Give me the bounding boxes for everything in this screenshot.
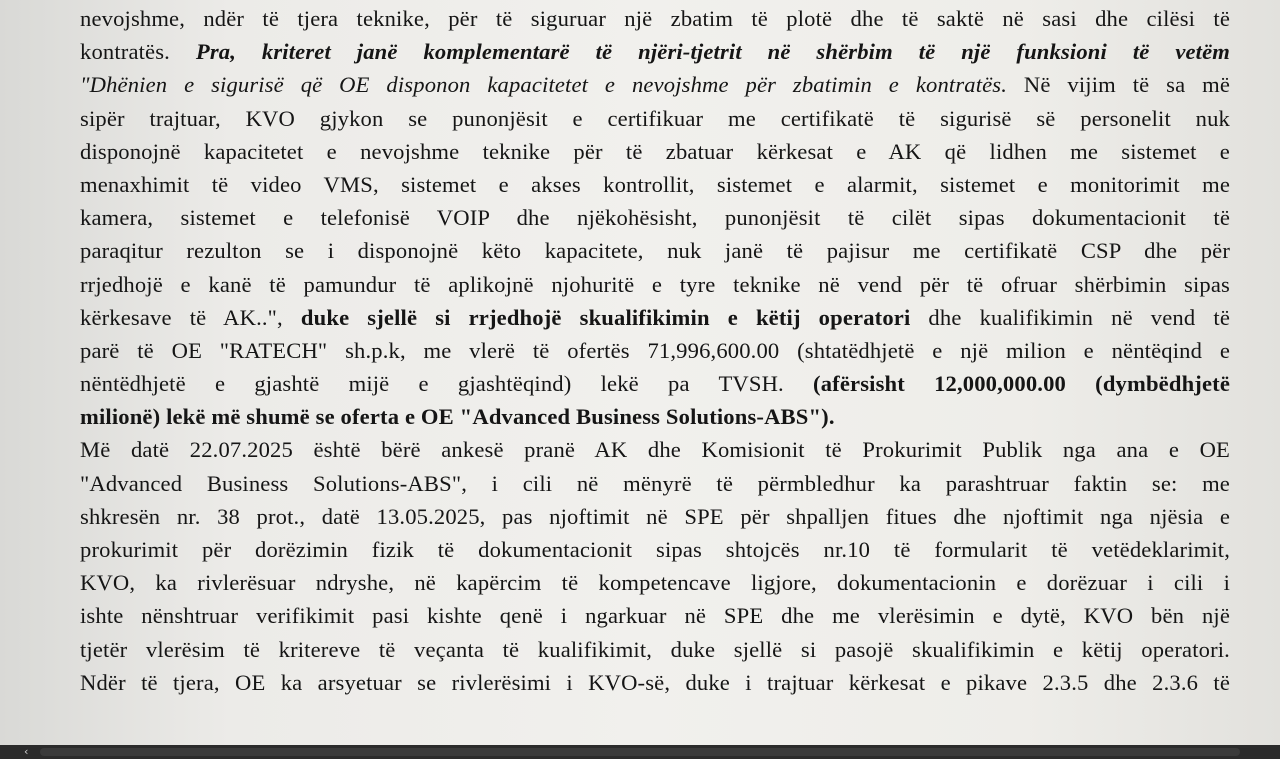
text-segment: disponojnë kapacitetet e nevojshme teknike për të zbatuar kërkesat e AK që lidhen me sistemet e [80, 138, 1230, 164]
scroll-track[interactable] [40, 748, 1240, 756]
text-segment: kërkesave të AK..", [80, 304, 301, 330]
text-segment: Ndër të tjera, OE ka arsyetuar se rivlerësimi i KVO-së, duke i trajtuar kërkesat e pikave 2.3.5 dhe 2.3.6 të [80, 669, 1230, 695]
text-line [80, 400, 1230, 433]
text-line [80, 666, 1230, 699]
text-line [80, 102, 1230, 135]
text-segment: KVO, ka rivlerësuar ndryshe, në kapërcim të kompetencave ligjore, dokumentacionin e dorëzuar i cili i [80, 570, 1230, 596]
text-line [80, 168, 1230, 201]
text-line [80, 35, 1230, 68]
text-line [80, 367, 1230, 400]
text-segment: prokurimit për dorëzimin fizik të dokumentacionit sipas shtojcës nr.10 të formularit të vetëdeklarimit, [80, 537, 1230, 562]
text-segment: "Dhënien e sigurisë që OE disponon kapacitetet e nevojshme për zbatimin e kontratës. [80, 72, 1008, 98]
text-line [80, 268, 1230, 301]
chevron-left-icon[interactable]: ‹ [24, 745, 29, 758]
text-segment: paraqitur rezulton se i disponojnë këto kapacitete, nuk janë të pajisur me certifikatë CSP dhe për [80, 238, 1230, 264]
text-line [80, 135, 1230, 168]
text-line [80, 467, 1230, 500]
text-segment: Pra, kriteret janë komplementarë të njëri-tjetrit në shërbim të një funksioni të vetëm [195, 39, 1231, 65]
text-line [80, 433, 1230, 466]
text-segment: shkresën nr. 38 prot., datë 13.05.2025, pas njoftimit në SPE për shpalljen fitues dhe njoftimit nga njësia e [80, 503, 1230, 529]
text-line [80, 301, 1230, 334]
text-segment: dhe kualifikimin në vend të [910, 304, 1230, 330]
text-segment: kontratës. [80, 39, 196, 65]
text-segment: rrjedhojë e kanë të pamundur të aplikojnë njohuritë e tyre teknike në vend për të ofruar shërbimin sipas [80, 271, 1230, 297]
text-segment: (afërsisht 12,000,000.00 (dymbëdhjetë [813, 371, 1230, 397]
text-segment: duke sjellë si rrjedhojë skualifikimin e këtij operatori [300, 304, 911, 330]
text-line [80, 566, 1230, 599]
text-line [80, 68, 1230, 101]
text-line [80, 334, 1230, 367]
text-segment: menaxhimit të video VMS, sistemet e akses kontrollit, sistemet e alarmit, sistemet e monitorimit me [80, 171, 1230, 197]
text-segment: milionë) lekë më shumë se oferta e OE "Advanced Business Solutions-ABS"). [80, 404, 835, 430]
text-segment: "Advanced Business Solutions-ABS", i cili në mënyrë të përmbledhur ka parashtruar faktin se: me [80, 470, 1230, 496]
text-segment: kamera, sistemet e telefonisë VOIP dhe njëkohësisht, punonjësit të cilët sipas dokumentacionit të [80, 205, 1230, 231]
text-line [80, 599, 1230, 632]
text-segment: ishte nënshtruar verifikimit pasi kishte qenë i ngarkuar në SPE dhe me vlerësimin e dytë, KVO bën një [80, 603, 1230, 629]
text-segment: Në vijim të sa më [1007, 72, 1231, 98]
text-segment: sipër trajtuar, KVO gjykon se punonjësit e certifikuar me certifikatë të sigurisë së personelit nuk [80, 105, 1230, 131]
text-line [80, 2, 1230, 35]
text-line [80, 234, 1230, 267]
text-segment: parë të OE "RATECH" sh.p.k, me vlerë të ofertës 71,996,600.00 (shtatëdhjetë e një milion e nëntëqind e [80, 337, 1230, 363]
text-segment: tjetër vlerësim të kritereve të veçanta të kualifikimit, duke sjellë si pasojë skualifikimin e këtij operatori. [80, 636, 1230, 662]
text-segment: Më datë 22.07.2025 është bërë ankesë pranë AK dhe Komisionit të Prokurimit Publik nga ana e OE [80, 437, 1230, 463]
text-line [80, 500, 1230, 533]
text-segment: nëntëdhjetë e gjashtë mijë e gjashtëqind) lekë pa TVSH. [80, 371, 814, 397]
text-line [80, 633, 1230, 666]
text-line [80, 533, 1230, 566]
horizontal-scrollbar[interactable] [0, 745, 1280, 759]
text-line [80, 201, 1230, 234]
document-text [80, 2, 1230, 699]
text-segment: nevojshme, ndër të tjera teknike, për të siguruar një zbatim të plotë dhe të saktë në sasi dhe cilësi të [80, 6, 1230, 31]
